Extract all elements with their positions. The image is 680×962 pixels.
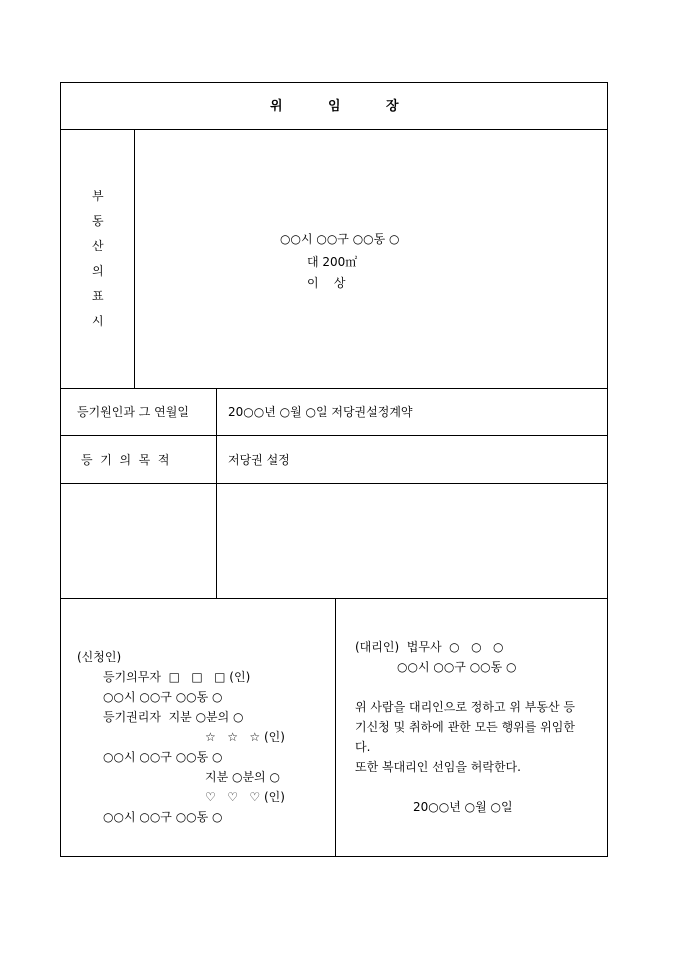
applicant-obligor: 등기의무자 □ □ □ (인)	[103, 670, 251, 684]
divider-purpose	[60, 483, 608, 484]
divider-signatures	[335, 598, 336, 857]
property-land: 대 200㎡	[307, 255, 358, 269]
property-label-char-4: 의	[92, 264, 104, 278]
border-top	[60, 82, 608, 83]
property-label-char-1: 부	[92, 189, 104, 203]
border-left	[60, 82, 61, 857]
applicant-holder-2-address: ○○시 ○○구 ○○동 ○	[103, 810, 223, 824]
border-right	[607, 82, 608, 857]
property-end-marker: 이 상	[307, 276, 346, 290]
property-label-char-5: 표	[92, 289, 104, 303]
property-address: ○○시 ○○구 ○○동 ○	[280, 232, 400, 246]
divider-property-label	[134, 129, 135, 389]
agent-statement-line-3: 다.	[355, 740, 371, 754]
property-label-char-6: 시	[92, 314, 104, 328]
divider-cause	[60, 435, 608, 436]
applicant-obligor-address: ○○시 ○○구 ○○동 ○	[103, 690, 223, 704]
applicant-heading: (신청인)	[77, 650, 122, 664]
property-label-char-3: 산	[92, 239, 104, 253]
divider-label-column	[216, 388, 217, 599]
applicant-holder-2-share: 지분 ○분의 ○	[205, 770, 280, 784]
registration-purpose-label: 등 기 의 목 적	[81, 453, 170, 467]
property-label-char-2: 동	[92, 214, 104, 228]
title-char-1: 위	[270, 99, 283, 114]
agent-heading: (대리인) 법무사 ○ ○ ○	[355, 640, 504, 654]
title-char-3: 장	[386, 99, 399, 114]
title-char-2: 임	[328, 99, 341, 114]
applicant-holder-2-seal: ♡ ♡ ♡ (인)	[205, 790, 285, 804]
agent-statement-line-2: 기신청 및 취하에 관한 모든 행위를 위임한	[355, 720, 575, 734]
registration-cause-value: 20○○년 ○월 ○일 저당권설정계약	[228, 405, 413, 419]
applicant-holder-1-share: 등기권리자 지분 ○분의 ○	[103, 710, 244, 724]
agent-date: 20○○년 ○월 ○일	[413, 800, 513, 814]
divider-title	[60, 129, 608, 130]
divider-property	[60, 388, 608, 389]
applicant-holder-1-address: ○○시 ○○구 ○○동 ○	[103, 750, 223, 764]
registration-cause-label: 등기원인과 그 연월일	[77, 405, 189, 419]
agent-statement-line-1: 위 사람을 대리인으로 정하고 위 부동산 등	[355, 700, 575, 714]
applicant-holder-1-seal: ☆ ☆ ☆ (인)	[205, 730, 285, 744]
registration-purpose-value: 저당권 설정	[228, 453, 290, 467]
divider-blank	[60, 598, 608, 599]
border-bottom	[60, 856, 608, 857]
agent-statement-line-4: 또한 복대리인 선임을 허락한다.	[355, 760, 521, 774]
agent-address: ○○시 ○○구 ○○동 ○	[397, 660, 517, 674]
